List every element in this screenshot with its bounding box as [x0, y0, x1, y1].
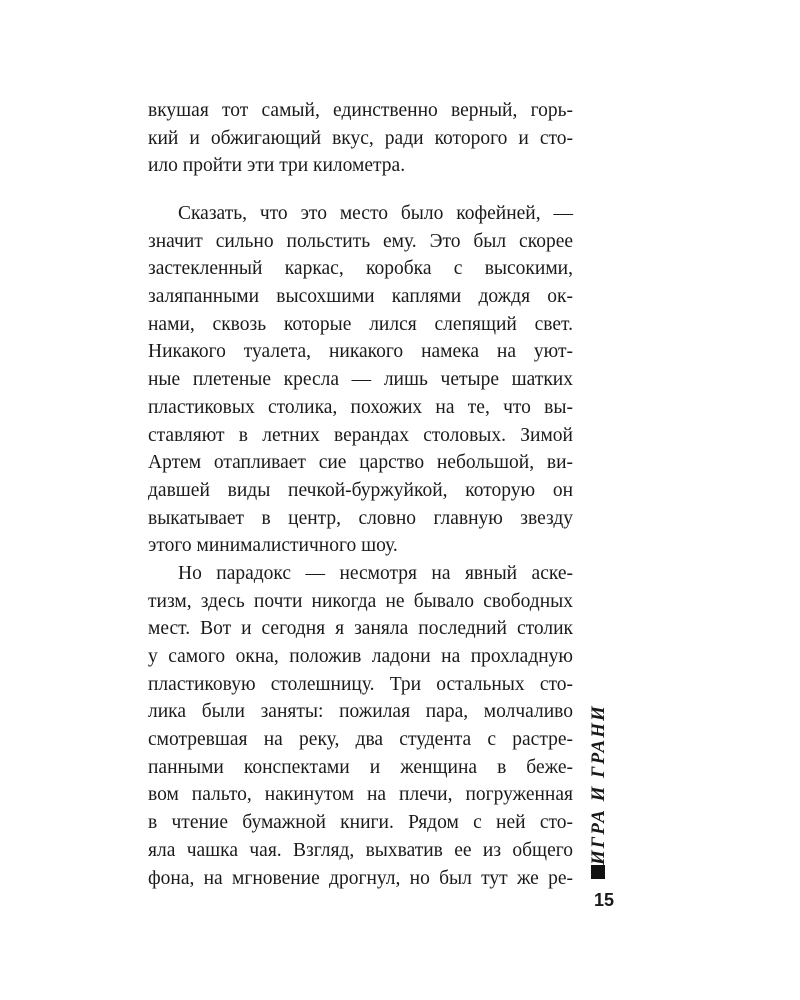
text-line: застекленный каркас, коробка с высокими, — [148, 258, 573, 280]
paragraph-cafe — [148, 200, 573, 560]
text-line: нами, сквозь которые лился слепящий свет. — [148, 313, 573, 335]
text-line: пластиковых столика, похожих на те, что вы- — [148, 396, 573, 418]
text-line: Артем отапливает сие царство небольшой, ви- — [148, 452, 573, 474]
text-line: пластиковую столешницу. Три остальных сто- — [148, 673, 573, 695]
text-line: ило пройти эти три километра. — [148, 155, 406, 177]
running-head: ИГРА И ГРАНИ — [588, 704, 609, 865]
text-line: Никакого туалета, никакого намека на уют- — [148, 341, 573, 363]
text-line: вом пальто, накинутом на плечи, погруженная — [148, 784, 573, 806]
text-line: панными конспектами и женщина в беже- — [148, 756, 573, 778]
text-line: кий и обжигающий вкус, ради которого и сто- — [148, 127, 573, 149]
text-line: Но парадокс — несмотря на явный аске- — [178, 562, 573, 584]
text-line: у самого окна, положив ладони на прохладную — [148, 646, 573, 667]
page-number: 15 — [593, 890, 614, 910]
text-line: ставляют в летних верандах столовых. Зимой — [148, 424, 573, 446]
text-line: смотревшая на реку, два студента с растре- — [148, 729, 573, 751]
text-line: значит сильно польстить ему. Это был скорее — [148, 230, 573, 252]
paragraph-paradox — [148, 560, 573, 892]
text-line: мест. Вот и сегодня я заняла последний столик — [148, 618, 573, 640]
text-line: заляпанными высохшими каплями дождя ок- — [148, 286, 573, 308]
text-line: в чтение бумажной книги. Рядом с ней сто- — [148, 812, 573, 834]
text-line: тизм, здесь почти никогда не бывало свободных — [148, 590, 573, 612]
text-line: яла чашка чая. Взгляд, выхватив ее из общего — [148, 839, 573, 861]
text-line: лика были заняты: пожилая пара, молчаливо — [148, 701, 573, 723]
text-line: ные плетеные кресла — лишь четыре шатких — [148, 369, 573, 391]
text-line: этого минималистичного шоу. — [148, 535, 398, 557]
paragraph-continuation — [148, 97, 573, 180]
text-line: фона, на мгновение дрогнул, но был тут же ре- — [148, 867, 573, 889]
text-line: вкушая тот самый, единственно верный, горь- — [148, 100, 573, 121]
text-line: выкатывает в центр, словно главную звезду — [148, 507, 573, 529]
text-line: Сказать, что это место было кофейней, — — [178, 203, 573, 224]
text-line: давшей виды печкой-буржуйкой, которую он — [148, 479, 573, 501]
body-text — [148, 200, 573, 892]
section-marker-square — [591, 865, 605, 879]
